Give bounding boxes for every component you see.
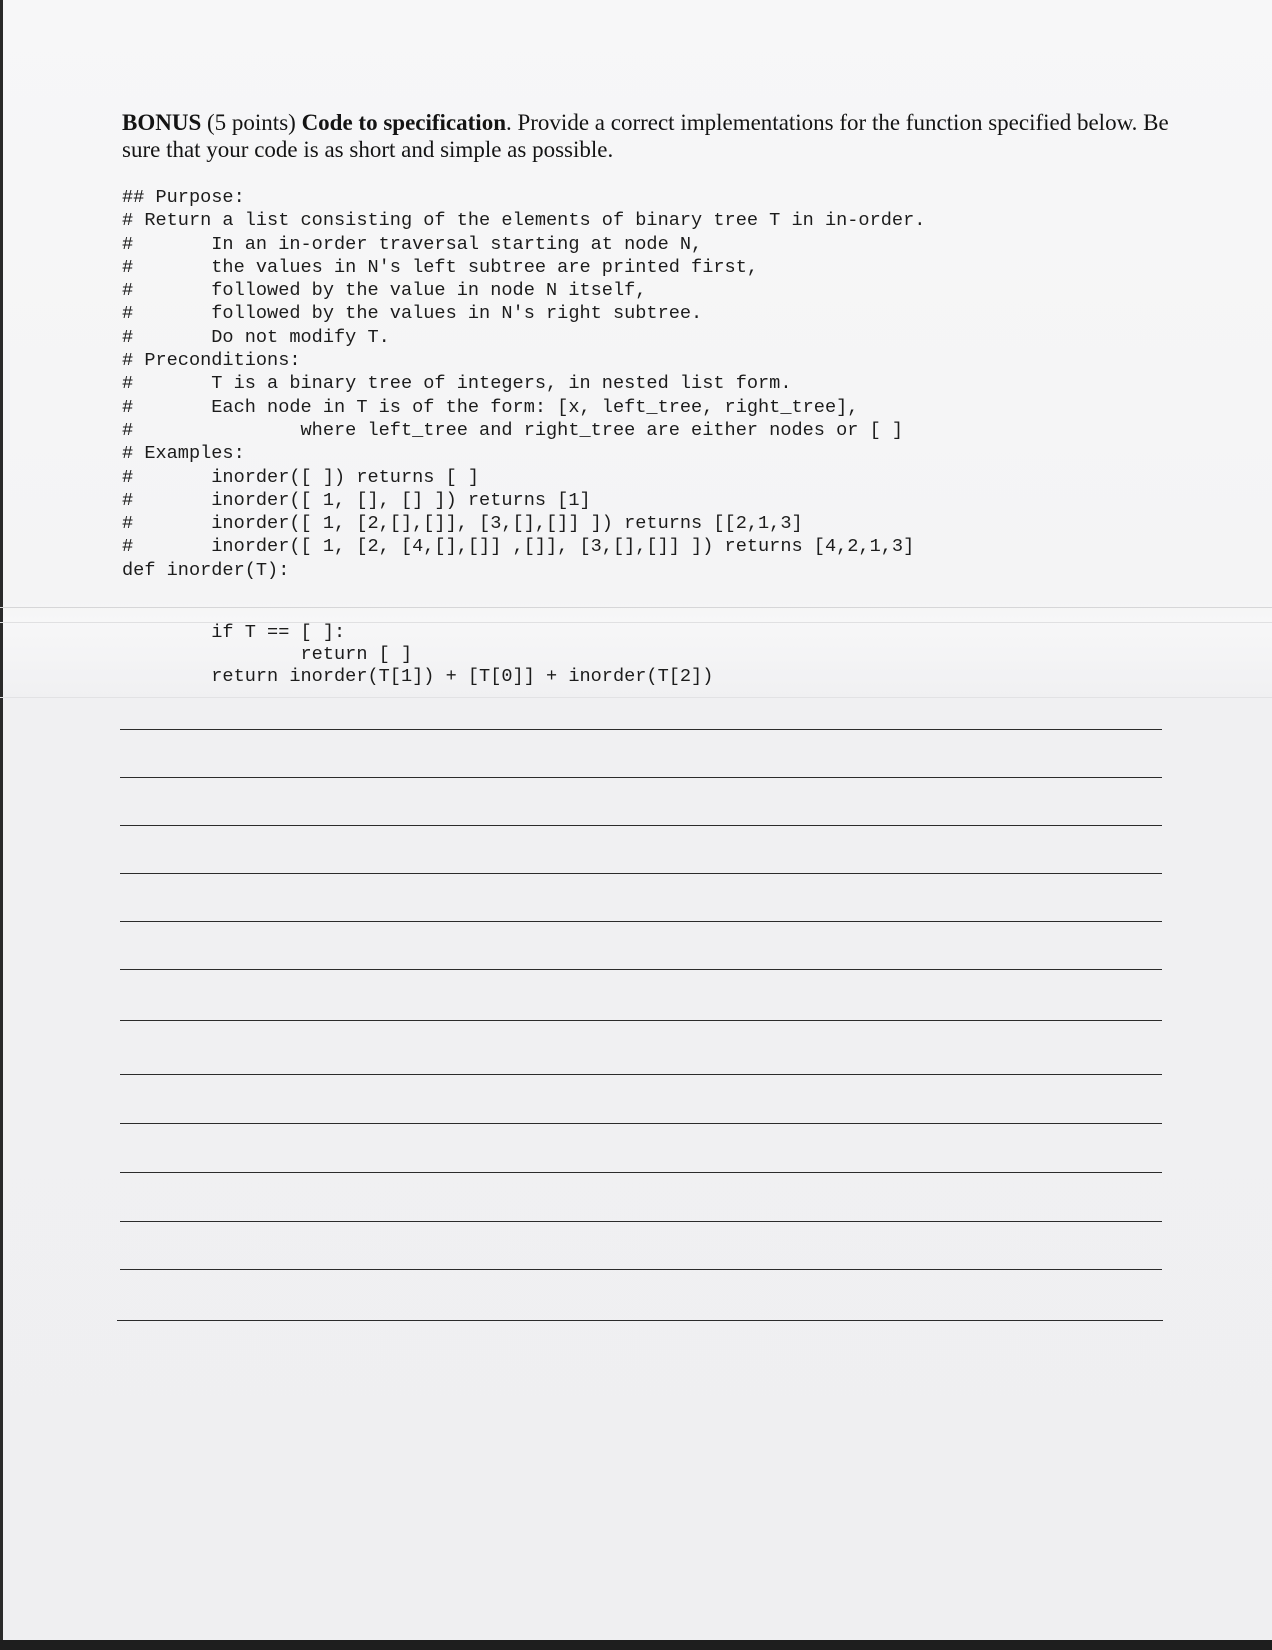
spec-line: # Each node in T is of the form: [x, left_tree, right_tree], [122,396,859,418]
spec-line: # the values in N's left subtree are printed first, [122,256,759,278]
spec-line: # Do not modify T. [122,326,390,348]
blank-answer-line [120,1074,1162,1075]
scan-edge-left [0,0,3,1650]
spec-line: # inorder([ 1, [2,[],[]], [3,[],[]] ]) returns [[2,1,3] [122,513,803,535]
spec-line: # followed by the value in node N itself, [122,280,647,302]
spec-line: # inorder([ 1, [2, [4,[],[]] ,[]], [3,[],[]] ]) returns [4,2,1,3] [122,536,915,558]
spec-line: ## Purpose: [122,187,245,208]
spec-line: # T is a binary tree of integers, in nested list form. [122,373,792,395]
blank-answer-line [120,1123,1162,1124]
question-topic: Code to specification [301,110,506,135]
function-signature: def inorder(T): [122,559,290,581]
blank-answer-line [120,1020,1162,1021]
blank-answer-line [120,873,1162,874]
spec-line: # inorder([ 1, [], [] ]) returns [1] [122,489,591,511]
paper-fold-line [0,607,1272,608]
answer-code [122,622,713,688]
answer-line-code: return inorder(T[1]) + [T[0]] + inorder(T[2]) [122,666,714,687]
blank-answer-line [120,777,1162,778]
scan-edge-bottom [0,1640,1272,1650]
spec-line: # Preconditions: [122,350,301,372]
blank-answer-line [120,1269,1162,1270]
points-label: (5 points) [201,110,302,135]
spec-line: # inorder([ ]) returns [ ] [122,466,480,488]
blank-answer-line [120,921,1162,922]
blank-answer-line [120,729,1162,730]
answer-line-code: if T == [ ]: [122,622,346,643]
blank-answer-line [120,1172,1162,1173]
paper-fold-line [0,697,1272,698]
question-instructions: . Provide a correct implementations for the function specified below. Be sure that your code is as short and simple as possible. [122,110,1169,162]
spec-line: # Return a list consisting of the elements of binary tree T in in-order. [122,210,926,232]
blank-answer-line [120,1221,1162,1222]
blank-answer-line [120,825,1162,826]
blank-answer-line [120,969,1162,970]
spec-line: # where left_tree and right_tree are either nodes or [ ] [122,419,904,441]
answer-line-code: return [ ] [122,644,413,665]
spec-line: # followed by the values in N's right subtree. [122,303,703,325]
blank-answer-line [117,1320,1163,1321]
function-specification [122,186,925,582]
bonus-question-text [122,109,1182,163]
spec-line: # In an in-order traversal starting at node N, [122,233,703,255]
bonus-label: BONUS [122,110,202,135]
spec-line: # Examples: [122,443,245,465]
